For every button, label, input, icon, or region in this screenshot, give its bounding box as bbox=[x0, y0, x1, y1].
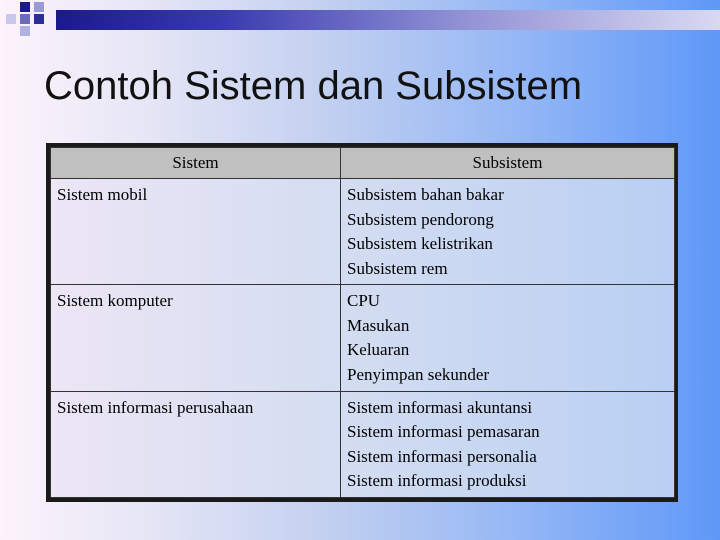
system-cell: Sistem komputer bbox=[51, 285, 341, 391]
column-header-sistem: Sistem bbox=[51, 148, 341, 179]
table-row bbox=[51, 285, 675, 391]
subsystem-item: Subsistem rem bbox=[347, 258, 448, 278]
decorative-square bbox=[6, 14, 16, 24]
subsystem-item: Penyimpan sekunder bbox=[347, 364, 490, 384]
subsystem-item: CPU bbox=[347, 291, 381, 311]
decorative-square bbox=[20, 2, 30, 12]
slide-title: Contoh Sistem dan Subsistem bbox=[44, 64, 583, 108]
subsystem-cell bbox=[341, 391, 675, 497]
subsystem-item: Sistem informasi produksi bbox=[347, 471, 527, 491]
subsystem-cell bbox=[341, 179, 675, 285]
table-header-row bbox=[51, 148, 675, 179]
comparison-table bbox=[50, 147, 675, 498]
decorative-square bbox=[34, 2, 44, 12]
subsystem-item: Subsistem pendorong bbox=[347, 209, 494, 229]
subsystem-item: Sistem informasi personalia bbox=[347, 446, 537, 466]
subsystem-item: Masukan bbox=[347, 315, 410, 335]
subsystem-item: Subsistem kelistrikan bbox=[347, 234, 493, 253]
subsystem-item: Sistem informasi akuntansi bbox=[347, 397, 533, 417]
table-row bbox=[51, 391, 675, 497]
decorative-square bbox=[20, 26, 30, 36]
comparison-table-frame bbox=[46, 143, 678, 502]
column-header-subsistem: Subsistem bbox=[341, 148, 675, 179]
decorative-gradient-bar bbox=[56, 10, 720, 30]
subsystem-item: Subsistem bahan bakar bbox=[347, 185, 504, 204]
system-cell: Sistem informasi perusahaan bbox=[51, 391, 341, 497]
system-cell: Sistem mobil bbox=[51, 179, 341, 285]
decorative-header-band bbox=[0, 0, 720, 40]
subsystem-cell bbox=[341, 285, 675, 391]
decorative-square bbox=[20, 14, 30, 24]
subsystem-item: Sistem informasi pemasaran bbox=[347, 422, 540, 442]
subsystem-item: Keluaran bbox=[347, 340, 410, 360]
decorative-square bbox=[34, 14, 44, 24]
table-row bbox=[51, 179, 675, 285]
